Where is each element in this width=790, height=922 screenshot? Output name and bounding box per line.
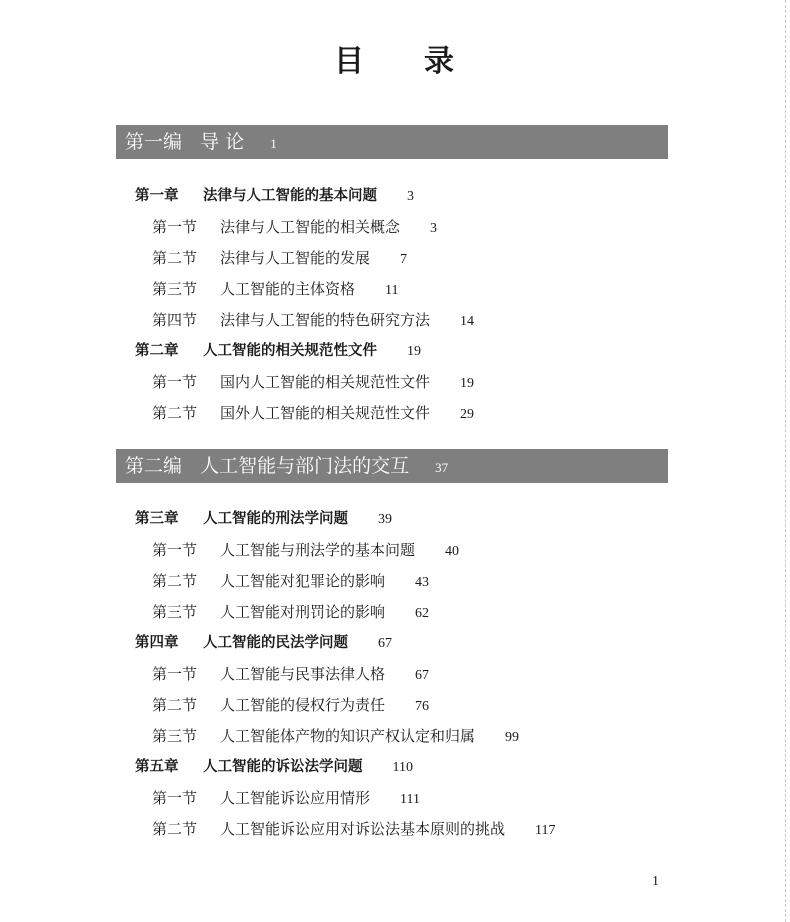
chapter-title: 人工智能的刑法学问题: [203, 511, 348, 527]
toc-section[interactable]: [152, 248, 407, 270]
chapter-page: 39: [378, 512, 392, 527]
chapter-page: 19: [407, 344, 421, 359]
section-page: 117: [535, 823, 556, 838]
section-page: 99: [505, 730, 520, 745]
section-page: 67: [415, 668, 430, 683]
section-title: 国内人工智能的相关规范性文件: [220, 373, 431, 391]
section-label: 第四节: [152, 311, 198, 329]
section-label: 第一节: [152, 373, 198, 391]
toc-chapter[interactable]: [135, 757, 413, 778]
toc-section[interactable]: [152, 310, 474, 332]
toc-section[interactable]: [152, 726, 519, 748]
toc-section[interactable]: [152, 819, 556, 841]
section-label: 第三节: [152, 280, 198, 298]
toc-chapter[interactable]: [135, 341, 421, 362]
section-title: 人工智能的主体资格: [220, 280, 356, 298]
part-title: 人工智能与部门法的交互: [200, 455, 410, 477]
page-edge-guide: [785, 0, 786, 922]
toc-section[interactable]: [152, 403, 474, 425]
section-label: 第一节: [152, 665, 198, 683]
section-label: 第二节: [152, 572, 198, 590]
chapter-page: 67: [378, 636, 392, 651]
section-title: 法律与人工智能的发展: [220, 249, 371, 267]
chapter-title: 人工智能的诉讼法学问题: [203, 759, 363, 775]
toc-section[interactable]: [152, 571, 429, 593]
part-title: 导 论: [200, 131, 245, 153]
section-title: 人工智能与刑法学的基本问题: [220, 541, 416, 559]
toc-section[interactable]: [152, 695, 429, 717]
chapter-label: 第三章: [135, 511, 179, 527]
section-page: 3: [430, 221, 438, 236]
section-label: 第二节: [152, 696, 198, 714]
toc-section[interactable]: [152, 602, 429, 624]
toc-section[interactable]: [152, 279, 399, 301]
chapter-title: 人工智能的相关规范性文件: [203, 343, 377, 359]
section-title: 法律与人工智能的特色研究方法: [220, 311, 431, 329]
toc-chapter[interactable]: [135, 186, 414, 207]
part-page: 1: [270, 136, 277, 151]
title-char-second: 录: [424, 44, 456, 79]
section-title: 人工智能与民事法律人格: [220, 665, 386, 683]
section-label: 第一节: [152, 541, 198, 559]
section-title: 人工智能对犯罪论的影响: [220, 572, 386, 590]
section-label: 第二节: [152, 249, 198, 267]
section-title: 人工智能诉讼应用对诉讼法基本原则的挑战: [220, 820, 506, 838]
section-title: 人工智能诉讼应用情形: [220, 789, 371, 807]
section-title: 人工智能的侵权行为责任: [220, 696, 386, 714]
section-label: 第三节: [152, 727, 198, 745]
section-page: 76: [415, 699, 430, 714]
toc-section[interactable]: [152, 788, 420, 810]
page-number: 1: [652, 874, 659, 889]
section-title: 法律与人工智能的相关概念: [220, 218, 401, 236]
section-page: 43: [415, 575, 430, 590]
section-label: 第二节: [152, 404, 198, 422]
chapter-title: 法律与人工智能的基本问题: [203, 188, 377, 204]
chapter-page: 110: [392, 760, 413, 775]
toc-section[interactable]: [152, 540, 459, 562]
page-title: [0, 36, 790, 80]
part-banner[interactable]: [116, 125, 668, 159]
chapter-page: 3: [407, 189, 414, 204]
section-title: 人工智能对刑罚论的影响: [220, 603, 386, 621]
section-title: 国外人工智能的相关规范性文件: [220, 404, 431, 422]
toc-chapter[interactable]: [135, 633, 392, 654]
part-label: 第二编: [125, 455, 183, 477]
chapter-title: 人工智能的民法学问题: [203, 635, 348, 651]
part-label: 第一编: [125, 131, 183, 153]
chapter-label: 第四章: [135, 635, 179, 651]
chapter-label: 第五章: [135, 759, 179, 775]
section-page: 40: [445, 544, 460, 559]
toc-section[interactable]: [152, 217, 437, 239]
section-label: 第一节: [152, 218, 198, 236]
chapter-label: 第一章: [135, 188, 179, 204]
title-char-first: 目: [334, 44, 366, 79]
chapter-label: 第二章: [135, 343, 179, 359]
section-page: 62: [415, 606, 430, 621]
section-page: 11: [385, 283, 399, 298]
part-page: 37: [435, 460, 449, 475]
section-label: 第三节: [152, 603, 198, 621]
toc-section[interactable]: [152, 372, 474, 394]
section-page: 14: [460, 314, 475, 329]
section-title: 人工智能体产物的知识产权认定和归属: [220, 727, 476, 745]
section-label: 第二节: [152, 820, 198, 838]
section-page: 19: [460, 376, 475, 391]
section-page: 29: [460, 407, 475, 422]
toc-section[interactable]: [152, 664, 429, 686]
section-page: 111: [400, 792, 420, 807]
part-banner[interactable]: [116, 449, 668, 483]
section-page: 7: [400, 252, 408, 267]
toc-chapter[interactable]: [135, 509, 392, 530]
section-label: 第一节: [152, 789, 198, 807]
